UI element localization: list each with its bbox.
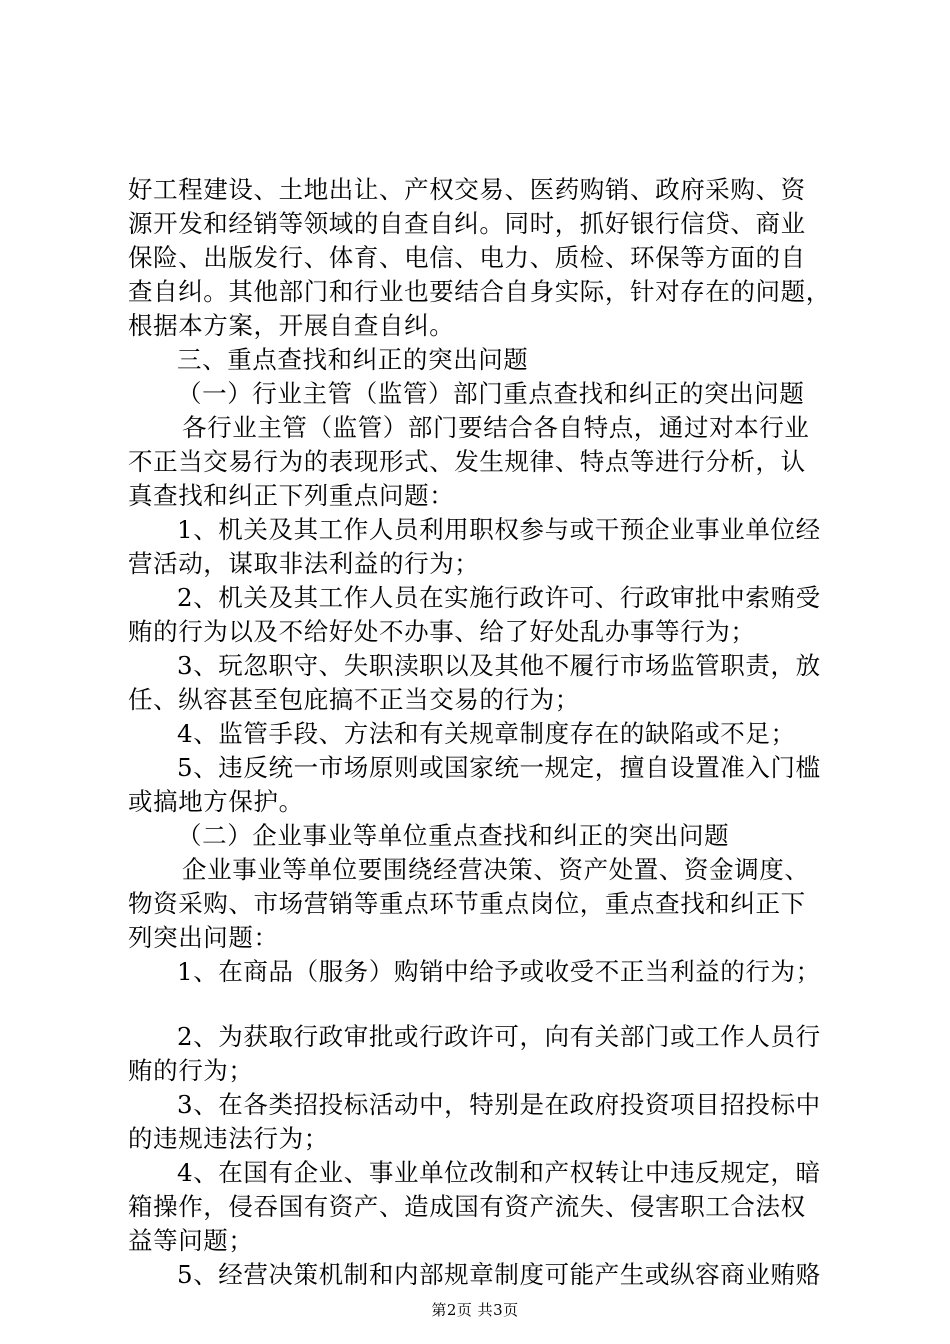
text-line: 物资采购、市场营销等重点环节重点岗位，重点查找和纠正下 (128, 889, 806, 918)
section-heading: 三、重点查找和纠正的突出问题 (177, 345, 529, 374)
list-item: 4、在国有企业、事业单位改制和产权转让中违反规定，暗 (177, 1158, 821, 1187)
text-line: 益等问题； (128, 1226, 254, 1255)
text-line: 各行业主管（监管）部门要结合各自特点，通过对本行业 (182, 413, 810, 442)
text-line: 不正当交易行为的表现形式、发生规律、特点等进行分析，认 (128, 447, 806, 476)
text-line: 好工程建设、土地出让、产权交易、医药购销、政府采购、资 (128, 175, 806, 204)
subsection-heading: （二）企业事业等单位重点查找和纠正的突出问题 (177, 821, 730, 850)
text-line: 或搞地方保护。 (128, 787, 304, 816)
list-item: 1、机关及其工作人员利用职权参与或干预企业事业单位经 (177, 515, 821, 544)
list-item: 5、违反统一市场原则或国家统一规定，擅自设置准入门槛 (177, 753, 821, 782)
text-line: 真查找和纠正下列重点问题： (128, 481, 455, 510)
list-item: 4、监管手段、方法和有关规章制度存在的缺陷或不足； (177, 719, 796, 748)
text-line: 营活动，谋取非法利益的行为； (128, 549, 480, 578)
text-line: 贿的行为以及不给好处不办事、给了好处乱办事等行为； (128, 617, 756, 646)
list-item: 5、经营决策机制和内部规章制度可能产生或纵容商业贿赂 (177, 1260, 821, 1289)
text-line: 列突出问题： (128, 923, 279, 952)
text-line: 贿的行为； (128, 1056, 254, 1085)
text-line: 箱操作，侵吞国有资产、造成国有资产流失、侵害职工合法权 (128, 1192, 806, 1221)
page-footer: 第2页 共3页 (431, 1301, 519, 1319)
text-line: 的违规违法行为； (128, 1124, 329, 1153)
list-item: 3、在各类招投标活动中，特别是在政府投资项目招投标中 (177, 1090, 821, 1119)
list-item: 2、为获取行政审批或行政许可，向有关部门或工作人员行 (177, 1022, 821, 1051)
subsection-heading: （一）行业主管（监管）部门重点查找和纠正的突出问题 (177, 379, 805, 408)
text-line: 任、纵容甚至包庇搞不正当交易的行为； (128, 685, 580, 714)
text-line: 源开发和经销等领域的自查自纠。同时，抓好银行信贷、商业 (128, 209, 806, 238)
list-item: 3、玩忽职守、失职渎职以及其他不履行市场监管职责，放 (177, 651, 821, 680)
text-line: 根据本方案，开展自查自纠。 (128, 311, 455, 340)
text-line: 查自纠。其他部门和行业也要结合自身实际，针对存在的问题， (128, 277, 831, 306)
list-item: 2、机关及其工作人员在实施行政许可、行政审批中索贿受 (177, 583, 821, 612)
text-line: 保险、出版发行、体育、电信、电力、质检、环保等方面的自 (128, 243, 806, 272)
list-item: 1、在商品（服务）购销中给予或收受不正当利益的行为； (177, 957, 821, 986)
text-line: 企业事业等单位要围绕经营决策、资产处置、资金调度、 (182, 855, 810, 884)
